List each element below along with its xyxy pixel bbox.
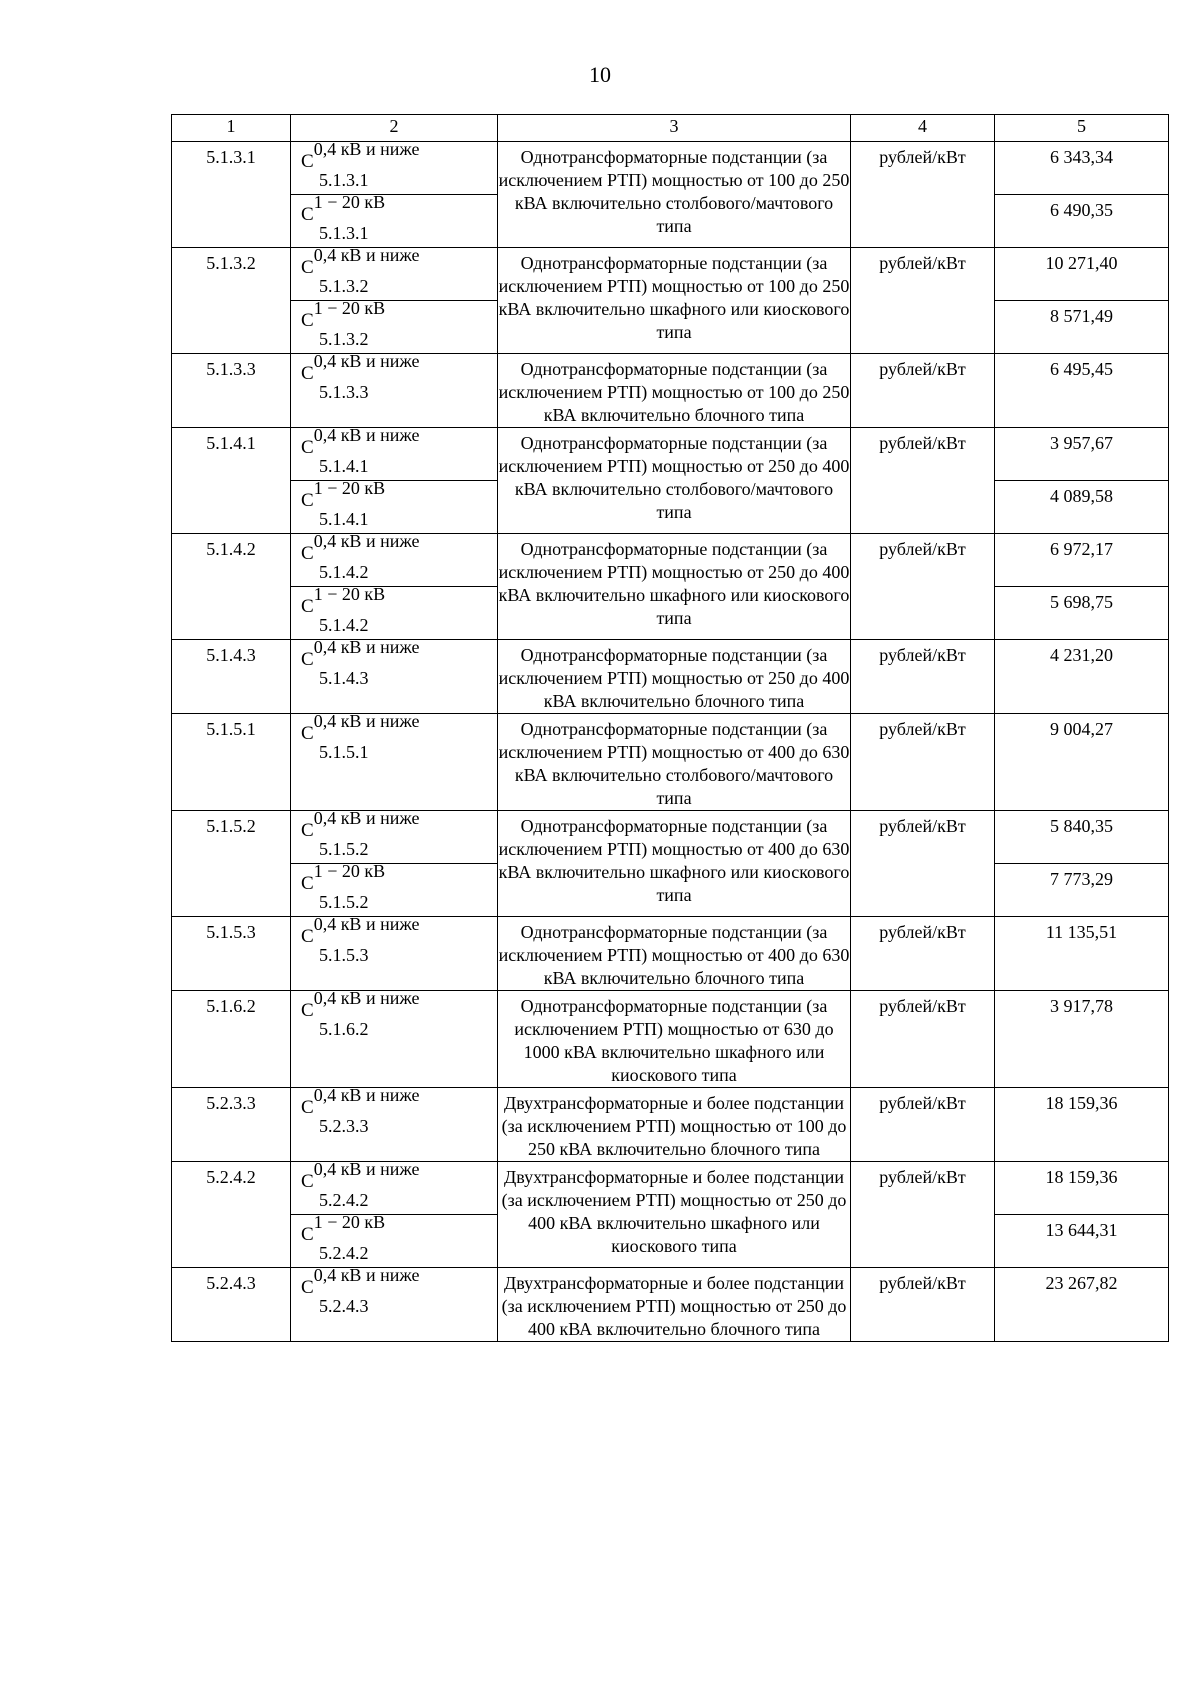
symbol-index: 5.2.3.3 — [319, 1116, 369, 1136]
symbol-voltage: 0,4 кВ и ниже — [313, 351, 420, 371]
row-value: 5 698,75 — [995, 587, 1169, 640]
page-number: 10 — [589, 62, 611, 87]
symbol-index: 5.1.4.1 — [319, 509, 369, 529]
symbol-base: C — [301, 1000, 314, 1021]
symbol-base: C — [301, 926, 314, 947]
tariff-symbol — [301, 351, 420, 404]
symbol-voltage: 0,4 кВ и ниже — [313, 637, 420, 657]
row-code: 5.1.5.2 — [172, 811, 291, 917]
symbol-index: 5.1.5.2 — [319, 839, 369, 859]
symbol-base: C — [301, 723, 314, 744]
tariff-symbol — [301, 192, 386, 245]
tariff-table — [171, 114, 1169, 1342]
row-description: Двухтрансформаторные и более подстанции (за исключением РТП) мощностью от 250 до 400 кВА включительно шкафного или киоскового типа — [498, 1162, 851, 1268]
tariff-symbol — [301, 478, 386, 531]
row-code: 5.1.3.3 — [172, 354, 291, 428]
table-row — [172, 917, 1169, 991]
symbol-base: C — [301, 363, 314, 384]
row-code: 5.1.4.2 — [172, 534, 291, 640]
row-description: Однотрансформаторные подстанции (за исключением РТП) мощностью от 400 до 630 кВА включительно столбового/мачтового типа — [498, 714, 851, 811]
row-description: Однотрансформаторные подстанции (за исключением РТП) мощностью от 100 до 250 кВА включительно блочного типа — [498, 354, 851, 428]
symbol-voltage: 1 − 20 кВ — [313, 478, 386, 498]
table-row — [172, 534, 1169, 587]
row-unit: рублей/кВт — [851, 1088, 995, 1162]
symbol-base: C — [301, 873, 314, 894]
row-code: 5.1.5.1 — [172, 714, 291, 811]
row-code: 5.2.4.3 — [172, 1268, 291, 1342]
row-unit: рублей/кВт — [851, 142, 995, 248]
symbol-voltage: 0,4 кВ и ниже — [313, 531, 420, 551]
row-value: 18 159,36 — [995, 1162, 1169, 1215]
row-unit: рублей/кВт — [851, 917, 995, 991]
symbol-index: 5.1.3.1 — [319, 223, 369, 243]
symbol-index: 5.1.4.2 — [319, 562, 369, 582]
tariff-symbol — [301, 1212, 386, 1265]
header-col-3: 3 — [498, 115, 851, 142]
tariff-symbol — [301, 245, 420, 298]
row-description: Однотрансформаторные подстанции (за исключением РТП) мощностью от 630 до 1000 кВА включительно шкафного или киоскового типа — [498, 991, 851, 1088]
symbol-index: 5.1.3.2 — [319, 276, 369, 296]
symbol-index: 5.1.4.3 — [319, 668, 369, 688]
symbol-voltage: 1 − 20 кВ — [313, 298, 386, 318]
symbol-base: C — [301, 490, 314, 511]
table-row — [172, 991, 1169, 1088]
row-description: Однотрансформаторные подстанции (за исключением РТП) мощностью от 100 до 250 кВА включительно столбового/мачтового типа — [498, 142, 851, 248]
row-value: 6 495,45 — [995, 354, 1169, 428]
symbol-voltage: 1 − 20 кВ — [313, 584, 386, 604]
symbol-index: 5.1.5.1 — [319, 742, 369, 762]
tariff-symbol — [301, 637, 420, 690]
row-value: 9 004,27 — [995, 714, 1169, 811]
symbol-index: 5.1.3.2 — [319, 329, 369, 349]
symbol-cell — [291, 192, 498, 248]
row-unit: рублей/кВт — [851, 991, 995, 1088]
tariff-symbol — [301, 584, 386, 637]
row-unit: рублей/кВт — [851, 534, 995, 640]
row-description: Двухтрансформаторные и более подстанции (за исключением РТП) мощностью от 250 до 400 кВА включительно блочного типа — [498, 1268, 851, 1342]
row-value: 11 135,51 — [995, 917, 1169, 991]
row-code: 5.1.5.3 — [172, 917, 291, 991]
row-value: 3 957,67 — [995, 428, 1169, 481]
symbol-voltage: 0,4 кВ и ниже — [313, 425, 420, 445]
row-description: Однотрансформаторные подстанции (за исключением РТП) мощностью от 250 до 400 кВА включительно шкафного или киоскового типа — [498, 534, 851, 640]
row-value: 7 773,29 — [995, 864, 1169, 917]
symbol-index: 5.1.6.2 — [319, 1019, 369, 1039]
symbol-cell — [291, 637, 498, 714]
symbol-cell — [291, 1159, 498, 1215]
symbol-cell — [291, 861, 498, 917]
symbol-cell — [291, 584, 498, 640]
symbol-index: 5.1.3.3 — [319, 382, 369, 402]
row-code: 5.1.6.2 — [172, 991, 291, 1088]
symbol-index: 5.1.5.2 — [319, 892, 369, 912]
symbol-cell — [291, 425, 498, 481]
symbol-base: C — [301, 820, 314, 841]
row-unit: рублей/кВт — [851, 428, 995, 534]
row-value: 10 271,40 — [995, 248, 1169, 301]
tariff-symbol — [301, 1085, 420, 1138]
tariff-symbol — [301, 861, 386, 914]
row-value: 8 571,49 — [995, 301, 1169, 354]
row-code: 5.1.4.3 — [172, 640, 291, 714]
symbol-cell — [291, 351, 498, 428]
row-unit: рублей/кВт — [851, 1162, 995, 1268]
row-description: Однотрансформаторные подстанции (за исключением РТП) мощностью от 250 до 400 кВА включительно блочного типа — [498, 640, 851, 714]
symbol-voltage: 1 − 20 кВ — [313, 1212, 386, 1232]
header-col-2: 2 — [291, 115, 498, 142]
table-header-row — [172, 115, 1169, 142]
symbol-cell — [291, 298, 498, 354]
tariff-symbol — [301, 1265, 420, 1318]
symbol-voltage: 0,4 кВ и ниже — [313, 1085, 420, 1105]
table-row — [172, 1268, 1169, 1342]
symbol-index: 5.1.4.2 — [319, 615, 369, 635]
symbol-cell — [291, 988, 498, 1088]
symbol-cell — [291, 1265, 498, 1342]
symbol-index: 5.2.4.2 — [319, 1243, 369, 1263]
symbol-voltage: 0,4 кВ и ниже — [313, 988, 420, 1008]
symbol-base: C — [301, 437, 314, 458]
symbol-voltage: 0,4 кВ и ниже — [313, 139, 420, 159]
tariff-symbol — [301, 808, 420, 861]
row-code: 5.1.3.2 — [172, 248, 291, 354]
row-value: 6 972,17 — [995, 534, 1169, 587]
symbol-cell — [291, 914, 498, 991]
symbol-base: C — [301, 257, 314, 278]
symbol-base: C — [301, 596, 314, 617]
symbol-base: C — [301, 543, 314, 564]
table-row — [172, 428, 1169, 481]
symbol-base: C — [301, 151, 314, 172]
symbol-cell — [291, 531, 498, 587]
table-row — [172, 811, 1169, 864]
symbol-base: C — [301, 1171, 314, 1192]
symbol-cell — [291, 1085, 498, 1162]
row-value: 5 840,35 — [995, 811, 1169, 864]
tariff-symbol — [301, 531, 420, 584]
row-value: 6 490,35 — [995, 195, 1169, 248]
symbol-voltage: 1 − 20 кВ — [313, 861, 386, 881]
table-row — [172, 640, 1169, 714]
symbol-index: 5.1.3.1 — [319, 170, 369, 190]
row-code: 5.2.3.3 — [172, 1088, 291, 1162]
symbol-base: C — [301, 1097, 314, 1118]
symbol-index: 5.1.5.3 — [319, 945, 369, 965]
row-unit: рублей/кВт — [851, 714, 995, 811]
row-unit: рублей/кВт — [851, 354, 995, 428]
symbol-cell — [291, 139, 498, 195]
row-value: 6 343,34 — [995, 142, 1169, 195]
row-description: Однотрансформаторные подстанции (за исключением РТП) мощностью от 400 до 630 кВА включительно шкафного или киоскового типа — [498, 811, 851, 917]
table-row — [172, 142, 1169, 195]
symbol-base: C — [301, 1277, 314, 1298]
row-value: 23 267,82 — [995, 1268, 1169, 1342]
row-code: 5.1.4.1 — [172, 428, 291, 534]
symbol-cell — [291, 1212, 498, 1268]
row-code: 5.2.4.2 — [172, 1162, 291, 1268]
row-unit: рублей/кВт — [851, 811, 995, 917]
tariff-symbol — [301, 988, 420, 1041]
table-row — [172, 248, 1169, 301]
symbol-base: C — [301, 649, 314, 670]
symbol-index: 5.2.4.2 — [319, 1190, 369, 1210]
table-row — [172, 1162, 1169, 1215]
symbol-voltage: 0,4 кВ и ниже — [313, 808, 420, 828]
symbol-cell — [291, 808, 498, 864]
row-value: 13 644,31 — [995, 1215, 1169, 1268]
row-value: 18 159,36 — [995, 1088, 1169, 1162]
symbol-base: C — [301, 310, 314, 331]
symbol-cell — [291, 711, 498, 811]
row-value: 4 089,58 — [995, 481, 1169, 534]
row-description: Однотрансформаторные подстанции (за исключением РТП) мощностью от 400 до 630 кВА включительно блочного типа — [498, 917, 851, 991]
tariff-symbol — [301, 425, 420, 478]
row-value: 4 231,20 — [995, 640, 1169, 714]
tariff-symbol — [301, 711, 420, 764]
symbol-voltage: 0,4 кВ и ниже — [313, 1265, 420, 1285]
table-row — [172, 714, 1169, 811]
symbol-index: 5.2.4.3 — [319, 1296, 369, 1316]
row-code: 5.1.3.1 — [172, 142, 291, 248]
row-unit: рублей/кВт — [851, 640, 995, 714]
row-description: Двухтрансформаторные и более подстанции (за исключением РТП) мощностью от 100 до 250 кВА включительно блочного типа — [498, 1088, 851, 1162]
symbol-voltage: 0,4 кВ и ниже — [313, 245, 420, 265]
symbol-cell — [291, 478, 498, 534]
symbol-index: 5.1.4.1 — [319, 456, 369, 476]
header-col-1: 1 — [172, 115, 291, 142]
symbol-voltage: 0,4 кВ и ниже — [313, 1159, 420, 1179]
row-value: 3 917,78 — [995, 991, 1169, 1088]
row-description: Однотрансформаторные подстанции (за исключением РТП) мощностью от 100 до 250 кВА включительно шкафного или киоскового типа — [498, 248, 851, 354]
row-description: Однотрансформаторные подстанции (за исключением РТП) мощностью от 250 до 400 кВА включительно столбового/мачтового типа — [498, 428, 851, 534]
header-col-4: 4 — [851, 115, 995, 142]
tariff-symbol — [301, 139, 420, 192]
tariff-symbol — [301, 298, 386, 351]
symbol-base: C — [301, 204, 314, 225]
header-col-5: 5 — [995, 115, 1169, 142]
row-unit: рублей/кВт — [851, 1268, 995, 1342]
symbol-cell — [291, 245, 498, 301]
symbol-base: C — [301, 1224, 314, 1245]
tariff-symbol — [301, 914, 420, 967]
table-row — [172, 354, 1169, 428]
symbol-voltage: 1 − 20 кВ — [313, 192, 386, 212]
tariff-symbol — [301, 1159, 420, 1212]
symbol-voltage: 0,4 кВ и ниже — [313, 914, 420, 934]
table-row — [172, 1088, 1169, 1162]
symbol-voltage: 0,4 кВ и ниже — [313, 711, 420, 731]
row-unit: рублей/кВт — [851, 248, 995, 354]
